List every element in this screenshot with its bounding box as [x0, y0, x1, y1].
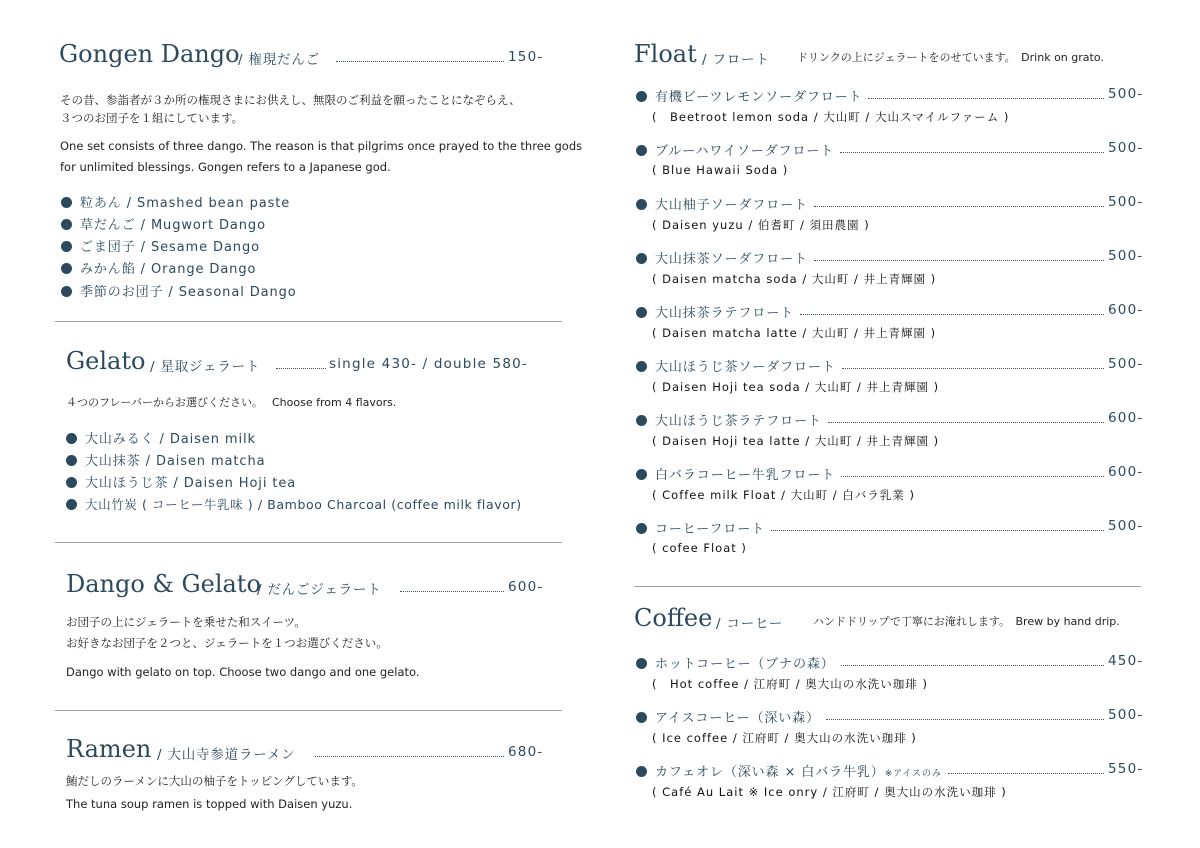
menu-item-name: 有機ビーツレモンソーダフロート — [636, 86, 862, 105]
menu-item-price: 500- — [1108, 86, 1144, 102]
menu-item-name: コーヒーフロート — [636, 518, 765, 537]
menu-item-price: 600- — [1108, 464, 1144, 480]
menu-item-detail: ( Daisen Hoji tea soda / 大山町 / 井上青輝園 ) — [652, 380, 940, 394]
ramen-desc-jp: 鮪だしのラーメンに大山の柚子をトッピングしています。 — [66, 774, 363, 788]
float-subtitle: / フロート — [702, 52, 770, 68]
menu-item-detail: ( Ice coffee / 江府町 / 奥大山の水洗い珈琲 ) — [652, 731, 917, 745]
gongen-desc-jp-2: ３つのお団子を１組にしています。 — [60, 111, 244, 125]
menu-item-detail: ( Café Au Lait ※ Ice onry / 江府町 / 奥大山の水洗い珈琲 ) — [652, 785, 1007, 799]
leader-dots — [841, 476, 1104, 477]
gelato-price: single 430- / double 580- — [329, 356, 528, 372]
leader-dots — [948, 773, 1104, 774]
menu-item-detail: ( Coffee milk Float / 大山町 / 白バラ乳業 ) — [652, 488, 915, 502]
gongen-price: 150- — [508, 49, 544, 65]
gongen-item: 季節のお団子 / Seasonal Dango — [61, 281, 297, 300]
menu-item-name: 大山抹茶ソーダフロート — [636, 248, 808, 267]
menu-item-small-note: ※アイスのみ — [884, 769, 942, 779]
bullet-icon — [636, 199, 647, 210]
bullet-icon — [636, 253, 647, 264]
leader-dots — [868, 98, 1104, 99]
gongen-desc-en-2: for unlimited blessings. Gongen refers to a Japanese god. — [60, 160, 391, 174]
dango-gelato-title: Dango & Gelato — [66, 570, 261, 598]
ramen-title: Ramen — [66, 735, 152, 763]
ramen-price: 680- — [508, 744, 544, 760]
gelato-item: 大山ほうじ茶 / Daisen Hoji tea — [66, 472, 296, 491]
leader-dots — [814, 260, 1104, 261]
bullet-icon — [61, 241, 72, 252]
menu-item-price: 500- — [1108, 248, 1144, 264]
dango-gelato-subtitle: / だんごジェラート — [257, 582, 382, 598]
gelato-item: 大山みるく / Daisen milk — [66, 428, 256, 447]
dango-gelato-price: 600- — [508, 579, 544, 595]
menu-item-name: 大山抹茶ラテフロート — [636, 302, 794, 321]
menu-item-name: カフェオレ（深い森 × 白バラ牛乳）※アイスのみ — [636, 761, 942, 780]
bullet-icon — [636, 658, 647, 669]
gelato-subtitle: / 星取ジェラート — [150, 359, 261, 375]
menu-item-name: 白バラコーヒー牛乳フロート — [636, 464, 835, 483]
menu-item-detail: ( Hot coffee / 江府町 / 奥大山の水洗い珈琲 ) — [652, 677, 928, 691]
gelato-title: Gelato — [66, 347, 146, 375]
bullet-icon — [61, 197, 72, 208]
bullet-icon — [66, 499, 77, 510]
bullet-icon — [636, 145, 647, 156]
divider — [634, 586, 1141, 587]
gelato-item: 大山竹炭 ( コーヒー牛乳味 ) / Bamboo Charcoal (coffee milk flavor) — [66, 495, 522, 513]
menu-item-price: 450- — [1108, 653, 1144, 669]
menu-item-price: 500- — [1108, 356, 1144, 372]
dango-gelato-desc-jp-2: お好きなお団子を２つと、ジェラートを１つお選びください。 — [66, 636, 388, 650]
leader-dots — [828, 422, 1104, 423]
leader-dots — [771, 530, 1104, 531]
gongen-item: ごま団子 / Sesame Dango — [61, 236, 260, 255]
bullet-icon — [636, 415, 647, 426]
leader-dots — [842, 368, 1104, 369]
ramen-desc-en: The tuna soup ramen is topped with Daisen yuzu. — [66, 797, 353, 811]
bullet-icon — [636, 523, 647, 534]
coffee-title: Coffee — [634, 604, 713, 632]
menu-item-price: 600- — [1108, 410, 1144, 426]
menu-item-name: 大山ほうじ茶ラテフロート — [636, 410, 822, 429]
gelato-note: ４つのフレーバーからお選びください。 Choose from 4 flavors. — [66, 396, 397, 409]
leader-dots — [841, 665, 1104, 666]
menu-item-detail: ( Daisen Hoji tea latte / 大山町 / 井上青輝園 ) — [652, 434, 940, 448]
bullet-icon — [636, 766, 647, 777]
menu-item-detail: ( Beetroot lemon soda / 大山町 / 大山スマイルファーム ) — [652, 110, 1010, 124]
gongen-leader-dots — [336, 61, 504, 62]
gongen-item: 粒あん / Smashed bean paste — [61, 192, 290, 211]
bullet-icon — [636, 307, 647, 318]
bullet-icon — [636, 91, 647, 102]
dango-gelato-desc-jp-1: お団子の上にジェラートを乗せた和スイーツ。 — [66, 615, 306, 629]
menu-item-price: 500- — [1108, 707, 1144, 723]
leader-dots — [800, 314, 1104, 315]
bullet-icon — [66, 477, 77, 488]
menu-item-price: 600- — [1108, 302, 1144, 318]
coffee-note: ハンドドリップで丁寧にお淹れします。 Brew by hand drip. — [813, 615, 1120, 628]
divider — [55, 321, 562, 322]
menu-item-detail: ( cofee Float ) — [652, 541, 747, 555]
divider — [55, 710, 562, 711]
bullet-icon — [61, 263, 72, 274]
gelato-item: 大山抹茶 / Daisen matcha — [66, 450, 265, 469]
menu-item-price: 500- — [1108, 194, 1144, 210]
bullet-icon — [636, 712, 647, 723]
bullet-icon — [66, 433, 77, 444]
ramen-leader-dots — [315, 756, 504, 757]
bullet-icon — [636, 469, 647, 480]
leader-dots — [826, 719, 1104, 720]
menu-item-name: 大山柚子ソーダフロート — [636, 194, 808, 213]
menu-item-name: 大山ほうじ茶ソーダフロート — [636, 356, 836, 375]
gongen-desc-jp-1: その昔、参詣者が３か所の権現さまにお供えし、無限のご利益を願ったことになぞらえ、 — [60, 93, 521, 107]
menu-item-detail: ( Blue Hawaii Soda ) — [652, 163, 789, 177]
divider — [55, 542, 562, 543]
bullet-icon — [61, 219, 72, 230]
ramen-subtitle: / 大山寺参道ラーメン — [157, 747, 296, 763]
menu-item-name: ブルーハワイソーダフロート — [636, 140, 834, 159]
bullet-icon — [66, 455, 77, 466]
bullet-icon — [636, 361, 647, 372]
menu-item-price: 500- — [1108, 140, 1144, 156]
leader-dots — [840, 152, 1104, 153]
bullet-icon — [61, 286, 72, 297]
menu-item-detail: ( Daisen matcha latte / 大山町 / 井上青輝園 ) — [652, 326, 937, 340]
gongen-item: みかん餡 / Orange Dango — [61, 258, 256, 277]
gongen-title: Gongen Dango — [59, 40, 240, 68]
menu-item-name: ホットコーヒー（ブナの森） — [636, 653, 835, 672]
gongen-desc-en-1: One set consists of three dango. The reason is that pilgrims once prayed to the three gods — [60, 139, 583, 153]
dango-gelato-desc-en: Dango with gelato on top. Choose two dango and one gelato. — [66, 665, 420, 679]
gongen-subtitle: / 権現だんご — [238, 52, 320, 68]
gongen-item: 草だんご / Mugwort Dango — [61, 214, 266, 233]
menu-item-price: 550- — [1108, 761, 1144, 777]
leader-dots — [814, 206, 1104, 207]
menu-item-detail: ( Daisen matcha soda / 大山町 / 井上青輝園 ) — [652, 272, 937, 286]
menu-item-name: アイスコーヒー（深い森） — [636, 707, 820, 726]
dango-gelato-leader-dots — [400, 591, 504, 592]
float-title: Float — [634, 40, 697, 68]
coffee-subtitle: / コーヒー — [716, 616, 784, 632]
menu-item-price: 500- — [1108, 518, 1144, 534]
menu-item-detail: ( Daisen yuzu / 伯耆町 / 須田農園 ) — [652, 218, 870, 232]
gelato-leader-dots — [276, 368, 326, 369]
float-note: ドリンクの上にジェラートをのせています。 Drink on grato. — [797, 51, 1104, 64]
